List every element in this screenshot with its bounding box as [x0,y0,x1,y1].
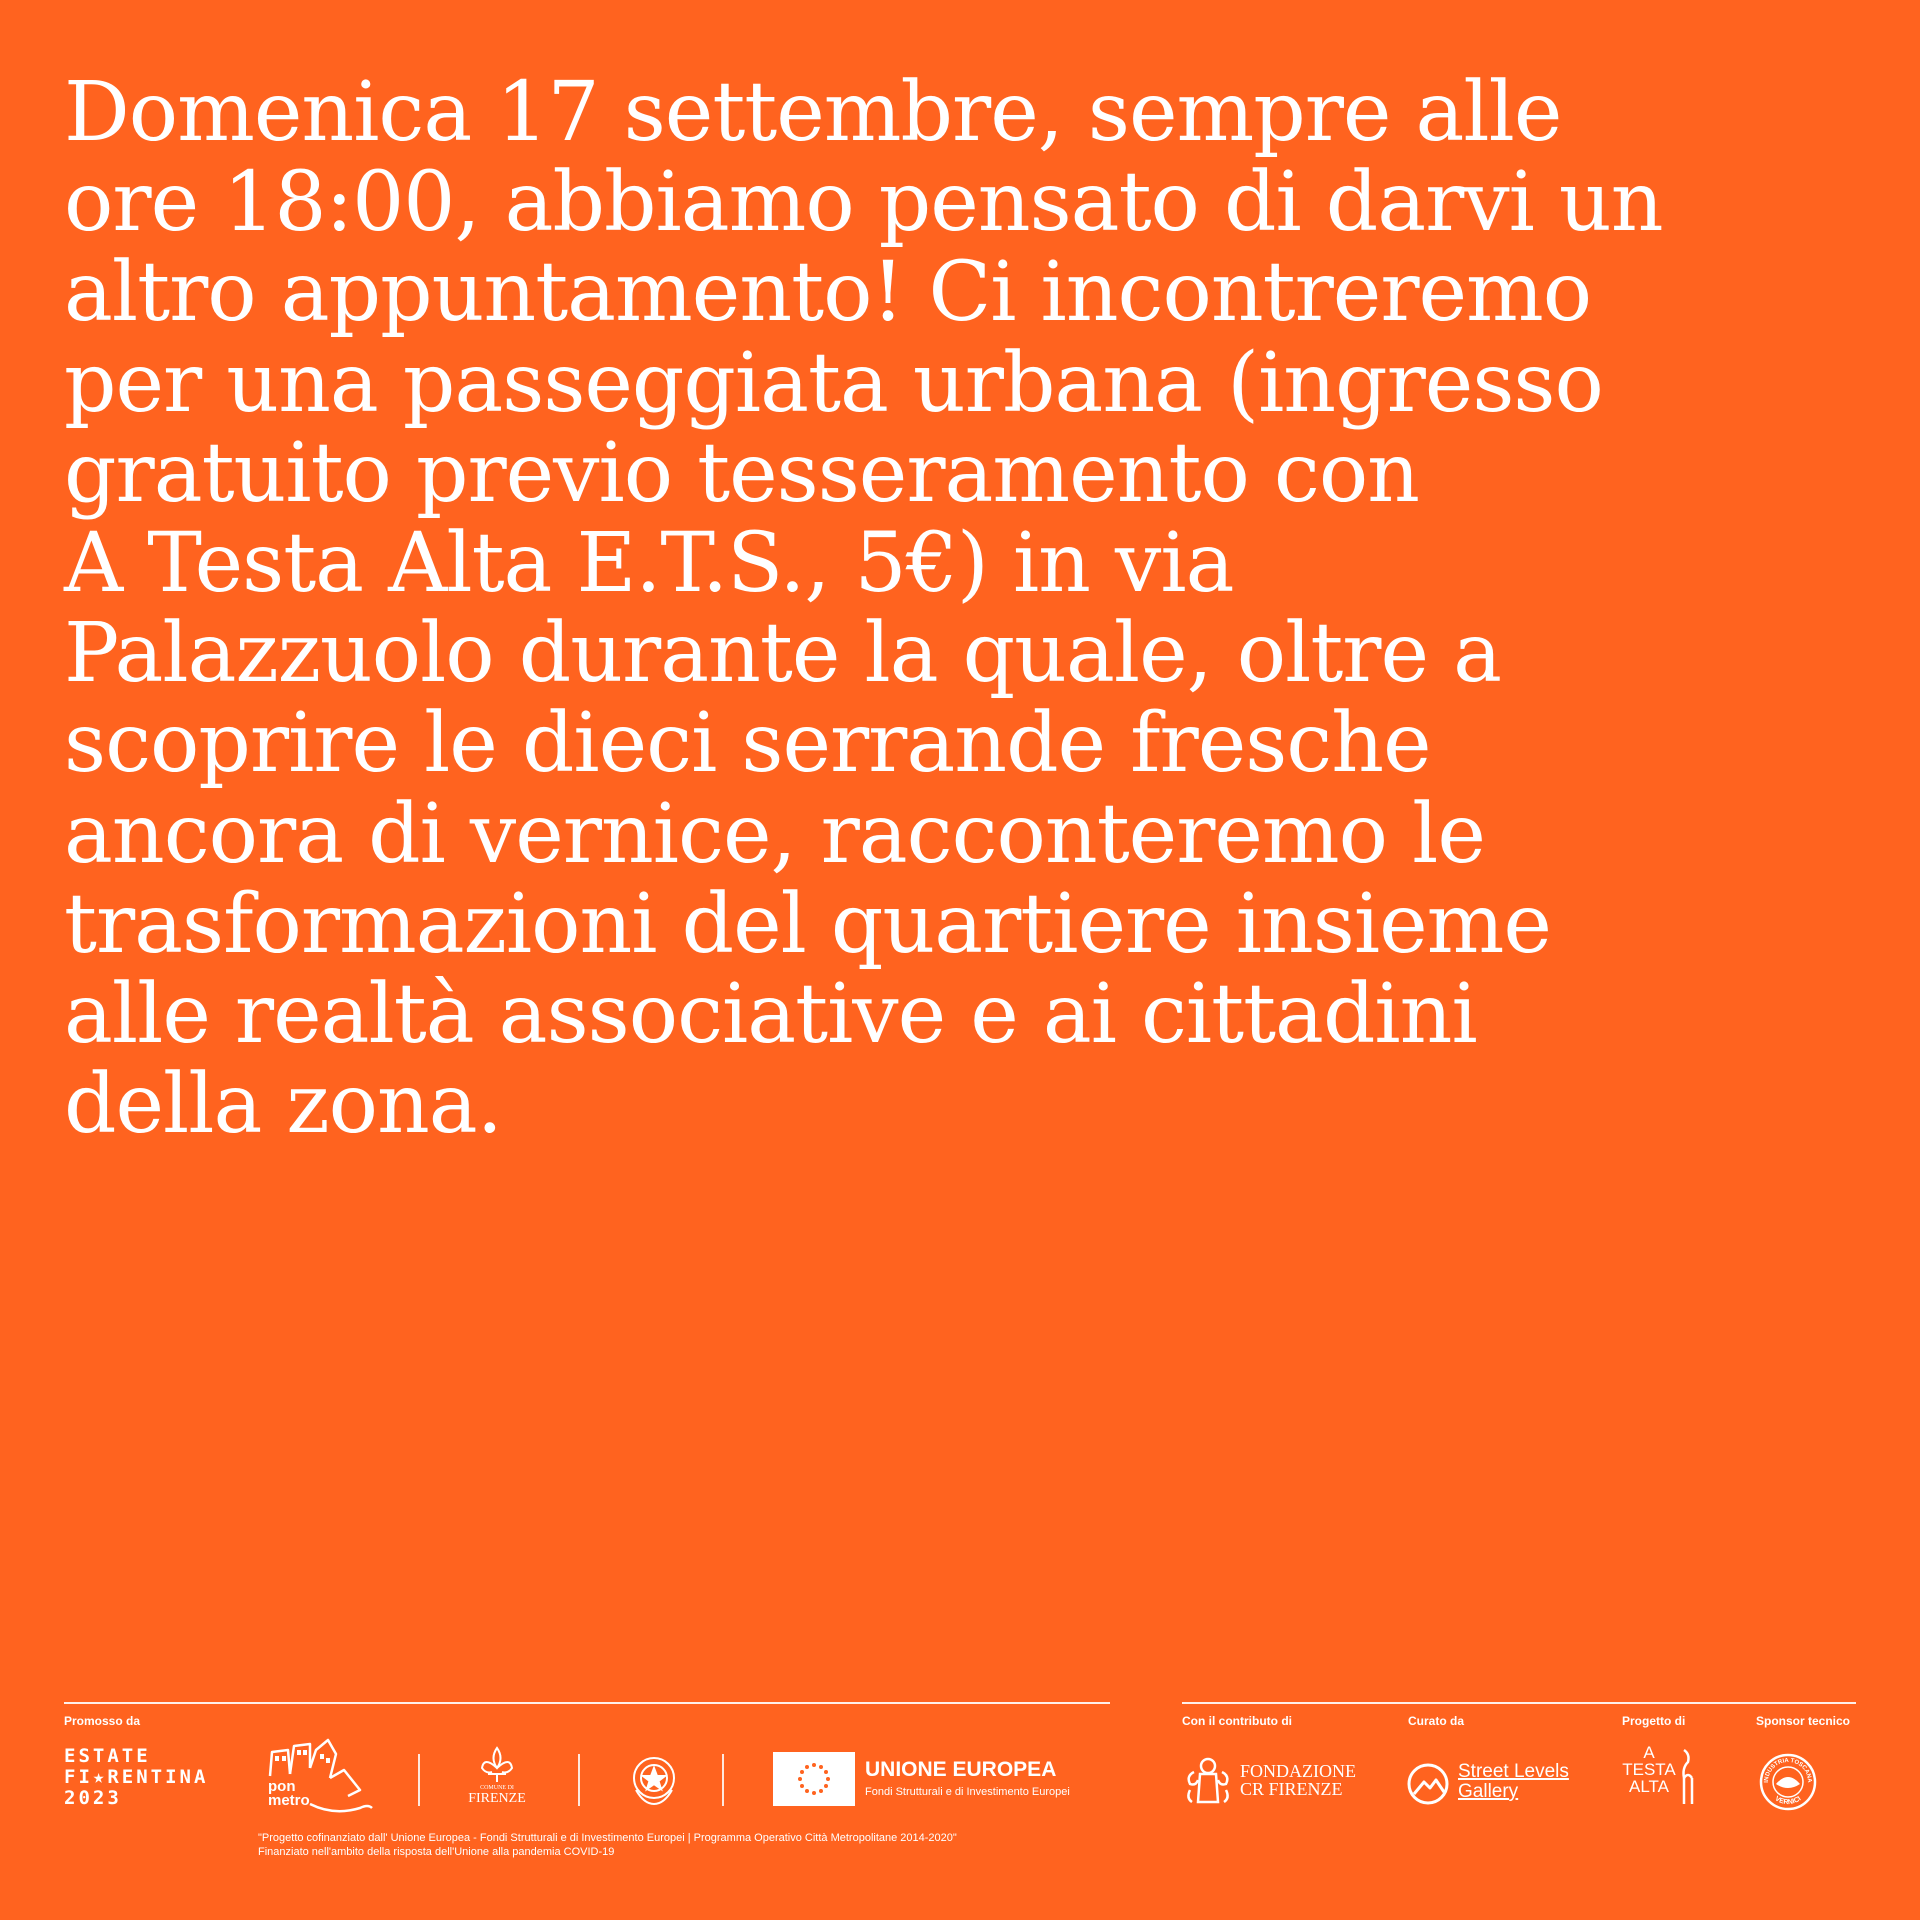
footer-rule-left [64,1702,1110,1704]
footer-rule-right [1182,1702,1856,1704]
pon-metro-word: metro [268,1792,310,1809]
fondazione-emblem-icon [1182,1756,1234,1808]
fondazione-line: CR FIRENZE [1240,1779,1343,1799]
estate-fiorentina-line: FI★RENTINA [64,1766,209,1788]
comune-firenze-logo [462,1746,532,1808]
announcement-line: ore 18:00, abbiamo pensato di darvi un [64,155,1663,251]
curated-by-label: Curato da [1408,1714,1465,1728]
disclaimer-line: "Progetto cofinanziato dall' Unione Europea - Fondi Strutturali e di Investimento Europei | Programma Operativo Città Metropolitane 2014-2020" [258,1832,957,1844]
eu-flag-icon [773,1752,855,1806]
announcement-line: A Testa Alta E.T.S., 5€) in via [64,515,1234,611]
street-levels-icon [1406,1762,1450,1806]
project-by-label: Progetto di [1622,1714,1686,1728]
pon-metro-logo [264,1738,374,1818]
pon-metro-word: pon [268,1778,296,1795]
logo-divider [418,1754,420,1806]
a-testa-alta-name [1622,1744,1676,1795]
announcement-line: gratuito previo tesseramento con [64,425,1419,521]
fondazione-cr-firenze-logo [1182,1756,1362,1812]
a-testa-alta-line: ALTA [1629,1777,1669,1796]
announcement-line: ancora di vernice, racconteremo le [64,786,1485,882]
contribution-label: Con il contributo di [1182,1714,1292,1728]
raised-head-icon [1678,1748,1698,1808]
estate-fiorentina-logo [64,1746,208,1809]
logo-divider [578,1754,580,1806]
fondazione-line: FONDAZIONE [1240,1761,1356,1781]
fleur-de-lis-icon [462,1746,532,1786]
street-levels-name [1458,1762,1569,1802]
comune-prefix: COMUNE DI [480,1785,514,1791]
industria-toscana-vernici-logo [1758,1752,1818,1812]
street-levels-line: Gallery [1458,1781,1519,1802]
comune-name [462,1784,532,1806]
announcement-line: per una passeggiata urbana (ingresso [64,335,1603,431]
eu-title: UNIONE EUROPEA [865,1758,1057,1781]
announcement-line: Domenica 17 settembre, sempre alle [64,65,1562,160]
pon-metro-wordmark [268,1780,310,1808]
promoted-by-label: Promosso da [64,1714,141,1728]
unione-europea-logo [773,1752,1133,1808]
logo-divider [722,1754,724,1806]
eu-subtitle: Fondi Strutturali e di Investimento Europei [865,1786,1070,1798]
announcement-line: altro appuntamento! Ci incontreremo [64,245,1592,341]
announcement-line: Palazzuolo durante la quale, oltre a [64,606,1501,702]
comune-city: FIRENZE [468,1791,526,1806]
italian-republic-emblem-icon [624,1750,684,1810]
announcement-line: alle realtà associative e ai cittadini [64,966,1477,1062]
estate-fiorentina-line: 2023 [64,1787,122,1809]
a-testa-alta-logo [1620,1744,1700,1814]
announcement-line: trasformazioni del quartiere insieme [64,876,1551,972]
estate-fiorentina-line: ESTATE [64,1745,151,1767]
funding-disclaimer [258,1831,957,1859]
street-levels-line: Street Levels [1458,1761,1569,1782]
vernici-bottom-text: VERNICI [1773,1795,1803,1807]
street-levels-gallery-logo [1406,1760,1586,1810]
disclaimer-line: Finanziato nell'ambito della risposta dell'Unione alla pandemia COVID-19 [258,1846,615,1858]
a-testa-alta-line: TESTA [1622,1760,1676,1779]
fondazione-name [1240,1762,1356,1798]
sponsor-label: Sponsor tecnico [1756,1714,1851,1728]
a-testa-alta-line: A [1643,1743,1655,1762]
vernici-top-text: INDUSTRIA TOSCANA [1763,1757,1813,1783]
announcement-line: scoprire le dieci serrande fresche [64,696,1431,792]
announcement-text [64,65,1864,1153]
announcement-line: della zona. [64,1057,502,1153]
